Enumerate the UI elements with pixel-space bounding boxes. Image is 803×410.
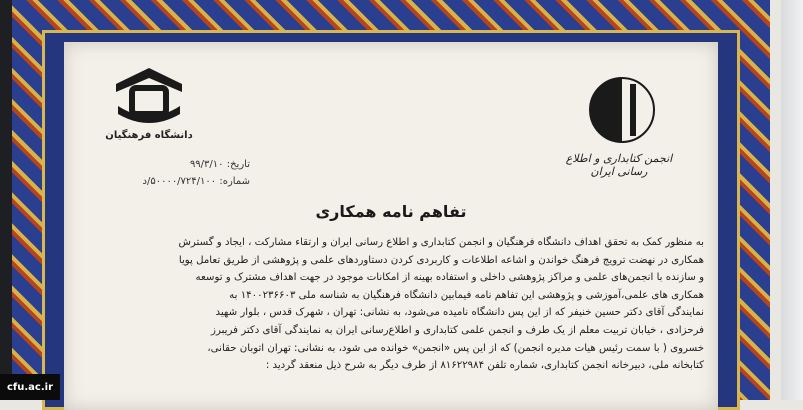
number-value: ۵۰۰۰۰/۷۲۴/۱۰۰/د bbox=[142, 176, 217, 187]
date-value: ۹۹/۳/۱۰ bbox=[189, 159, 224, 170]
number-label: شماره: bbox=[219, 176, 250, 187]
body-line: همکاری در نهضت ترویج فرهنگ خواندن و اشاعه اطلاعات و کاربردی کردن دستاوردهای علمی و پژوهشی از طریق تعامل پویا bbox=[178, 254, 704, 266]
body-line: و سازنده با انجمن‌های علمی و مراکز پژوهشی داخلی و استفاده بهینه از امکانات موجود در جهت اهداف مشترک و توسعه bbox=[195, 272, 704, 284]
body-line: خسروی ( با سمت رئیس هیات مدیره انجمن) که از این پس «انجمن» خوانده می شود، به نشانی: تهران اتوبان حقانی، bbox=[207, 342, 704, 354]
number-row bbox=[100, 173, 250, 190]
university-emblem-icon bbox=[104, 62, 194, 128]
document-meta bbox=[100, 156, 250, 190]
left-edge-strip bbox=[0, 0, 12, 400]
body-line: به منظور کمک به تحقق اهداف دانشگاه فرهنگیان و انجمن کتابداری و اطلاع رسانی ایران و ارتقاء مشارکت ، ایجاد و گسترش bbox=[178, 237, 704, 248]
farhangian-university-logo bbox=[104, 62, 194, 157]
site-watermark: cfu.ac.ir bbox=[0, 374, 60, 400]
body-line: همکاری های علمی،آموزشی و پژوهشی این تفاهم نامه فیمابین دانشگاه فرهنگیان به شناسه ملی ۱۴۰۰۲۳۶۶۰۳ به bbox=[229, 289, 704, 301]
date-label: تاریخ: bbox=[226, 159, 250, 170]
association-emblem-icon bbox=[564, 70, 674, 150]
library-association-logo bbox=[564, 70, 674, 178]
body-line: نمایندگی آقای دکتر حسین خنیفر که از این پس دانشگاه نامیده می‌شود، به نشانی: تهران ، شهرک قدس ، بلوار شهید bbox=[215, 307, 704, 319]
date-row bbox=[100, 156, 250, 173]
association-logo-caption: انجمن کتابداری و اطلاع رسانی ایران bbox=[565, 152, 673, 178]
university-logo-caption: دانشگاه فرهنگیان bbox=[105, 130, 193, 141]
body-line: فرحزادی ، خیابان تربیت معلم از یک طرف و انجمن علمی کتابداری و اطلاع‌رسانی ایران به نمایندگی آقای دکتر فریبرز bbox=[211, 324, 704, 336]
right-edge-strip bbox=[781, 0, 803, 400]
document-paper bbox=[64, 42, 718, 410]
document-body bbox=[78, 234, 704, 375]
decorative-tile-frame bbox=[12, 0, 770, 400]
body-line: کتابخانه ملی، دبیرخانه انجمن کتابداری، شماره تلفن ۸۱۶۲۲۹۸۴ از طرف دیگر به شرح ذیل منعقد گردید : bbox=[265, 360, 704, 372]
document-title: تفاهم نامه همکاری bbox=[315, 202, 467, 221]
